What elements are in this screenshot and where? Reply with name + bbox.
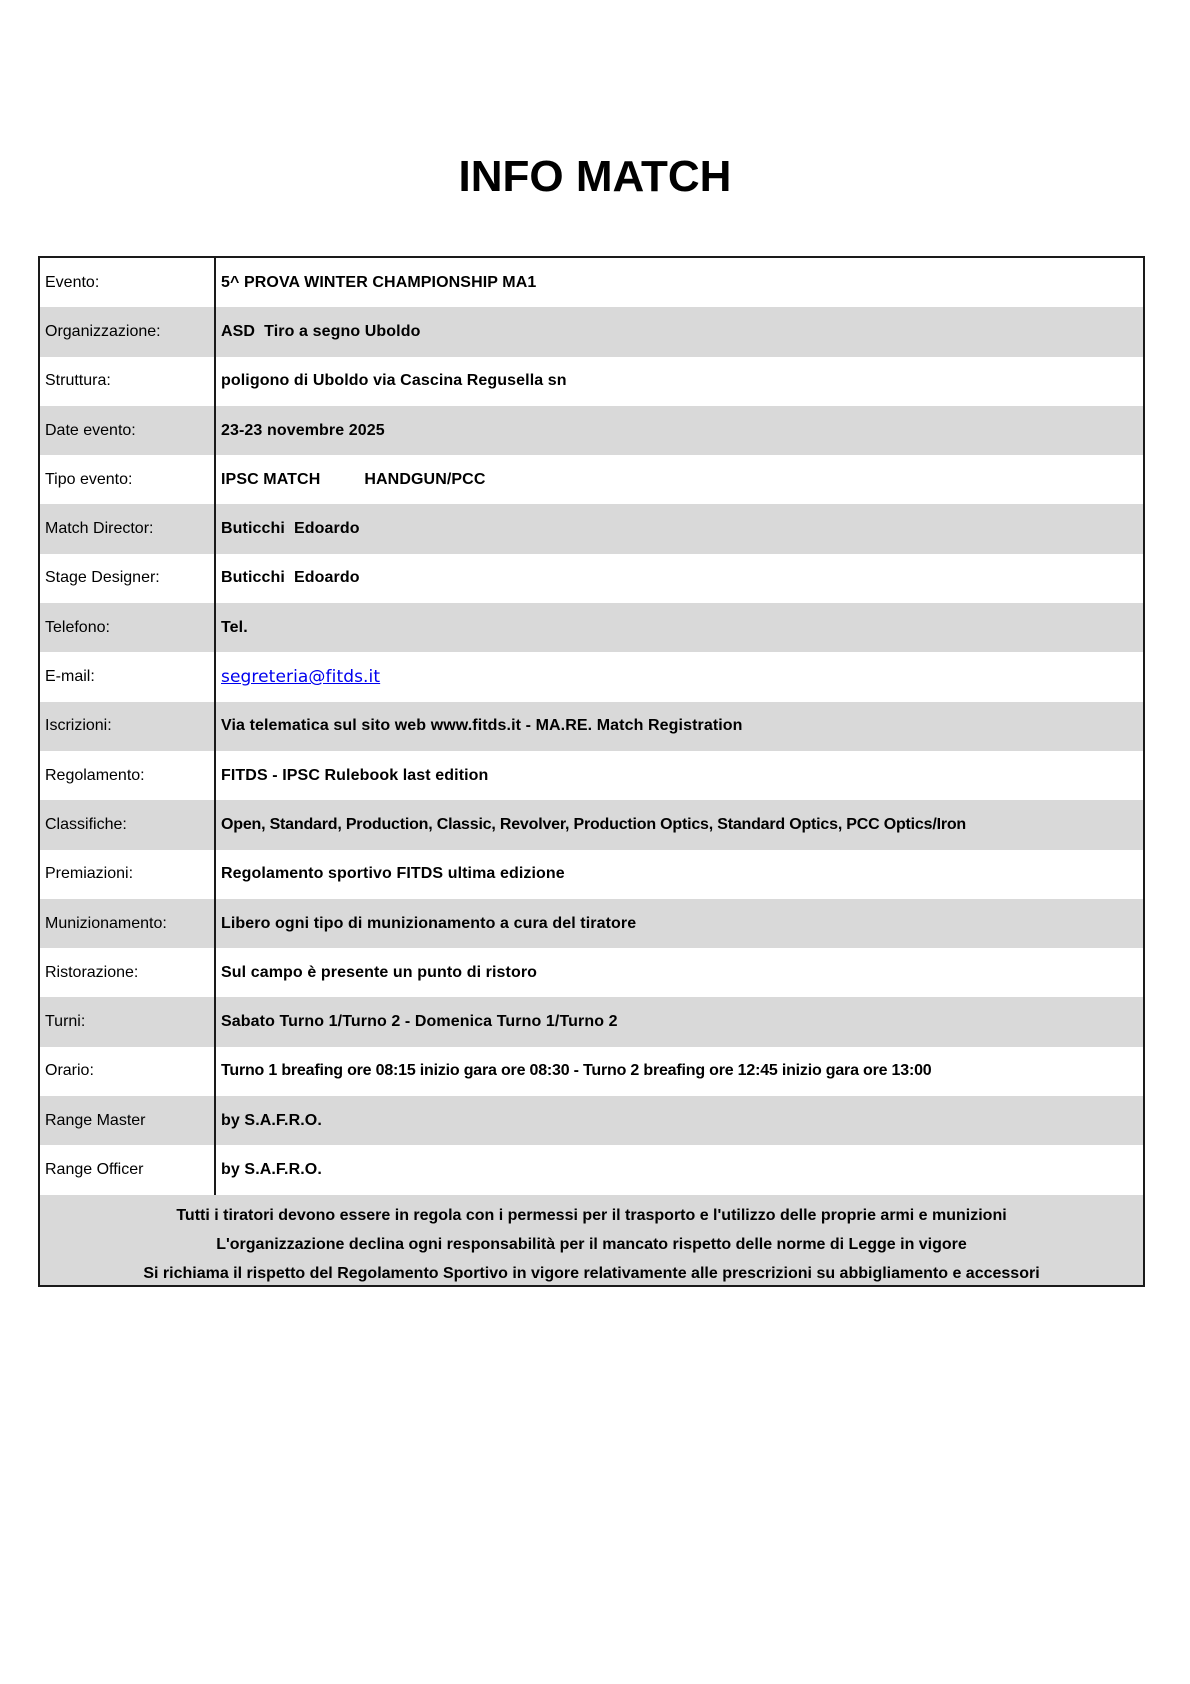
row-iscrizioni — [40, 702, 1143, 751]
row-label: E-mail: — [40, 652, 216, 701]
row-evento — [40, 258, 1143, 307]
row-value: Buticchi Edoardo — [221, 569, 360, 587]
note-line: Tutti i tiratori devono essere in regola con i permessi per il trasporto e l'utilizzo delle proprie armi e munizioni — [176, 1206, 1007, 1224]
email-link[interactable]: segreteria@fitds.it — [221, 667, 381, 688]
row-label: Iscrizioni: — [40, 702, 216, 751]
row-label: Premiazioni: — [40, 850, 216, 899]
row-ristorazione — [40, 948, 1143, 997]
row-turni — [40, 997, 1143, 1046]
row-struttura — [40, 357, 1143, 406]
row-range-master — [40, 1096, 1143, 1145]
row-email — [40, 652, 1143, 701]
row-label: Classifiche: — [40, 800, 216, 849]
row-classifiche — [40, 800, 1143, 849]
row-label: Evento: — [40, 258, 216, 307]
event-discipline: HANDGUN/PCC — [364, 470, 486, 488]
row-tipo-evento — [40, 455, 1143, 504]
row-label: Tipo evento: — [40, 455, 216, 504]
row-value: by S.A.F.R.O. — [221, 1111, 322, 1129]
row-value: 23-23 novembre 2025 — [221, 421, 385, 439]
row-label: Stage Designer: — [40, 554, 216, 603]
row-value: FITDS - IPSC Rulebook last edition — [221, 766, 489, 784]
row-value: Sul campo è presente un punto di ristoro — [221, 963, 538, 981]
row-value: poligono di Uboldo via Cascina Regusella sn — [221, 372, 567, 390]
row-label: Organizzazione: — [40, 307, 216, 356]
row-value: Regolamento sportivo FITDS ultima edizione — [221, 865, 565, 883]
row-value: ASD Tiro a segno Uboldo — [221, 322, 421, 340]
row-date-evento — [40, 406, 1143, 455]
row-value: Turno 1 breafing ore 08:15 inizio gara ore 08:30 - Turno 2 breafing ore 12:45 inizio gara ore 13:00 — [221, 1062, 932, 1080]
row-label: Struttura: — [40, 357, 216, 406]
row-label: Telefono: — [40, 603, 216, 652]
row-telefono — [40, 603, 1143, 652]
row-label: Orario: — [40, 1047, 216, 1096]
row-value: Sabato Turno 1/Turno 2 - Domenica Turno 1/Turno 2 — [221, 1013, 618, 1031]
row-value: Libero ogni tipo di munizionamento a cura del tiratore — [221, 914, 637, 932]
note-line: Si richiama il rispetto del Regolamento Sportivo in vigore relativamente alle prescrizioni su abbigliamento e accessori — [143, 1264, 1040, 1282]
row-organizzazione — [40, 307, 1143, 356]
row-value: Tel. — [221, 618, 248, 636]
row-value: Buticchi Edoardo — [221, 520, 360, 538]
row-stage-designer — [40, 554, 1143, 603]
row-value: Via telematica sul sito web www.fitds.it - MA.RE. Match Registration — [221, 717, 743, 735]
row-label: Regolamento: — [40, 751, 216, 800]
row-match-director — [40, 504, 1143, 553]
notes-band — [40, 1195, 1143, 1285]
row-label: Range Master — [40, 1096, 216, 1145]
row-value: 5^ PROVA WINTER CHAMPIONSHIP MA1 — [221, 273, 537, 291]
row-munizionamento — [40, 899, 1143, 948]
page-title: INFO MATCH — [458, 152, 732, 201]
row-value — [216, 471, 1143, 489]
row-label: Match Director: — [40, 504, 216, 553]
row-label: Munizionamento: — [40, 899, 216, 948]
event-type: IPSC MATCH — [221, 470, 321, 488]
row-label: Date evento: — [40, 406, 216, 455]
note-line: L'organizzazione declina ogni responsabilità per il mancato rispetto delle norme di Legge in vigore — [216, 1235, 967, 1253]
row-orario — [40, 1047, 1143, 1096]
row-range-officer — [40, 1145, 1143, 1194]
row-label: Turni: — [40, 997, 216, 1046]
row-value: by S.A.F.R.O. — [221, 1160, 322, 1178]
row-label: Range Officer — [40, 1145, 216, 1194]
row-value — [216, 667, 1143, 687]
info-table — [38, 256, 1145, 1287]
row-premiazioni — [40, 850, 1143, 899]
row-label: Ristorazione: — [40, 948, 216, 997]
row-value: Open, Standard, Production, Classic, Revolver, Production Optics, Standard Optics, PCC Optics/Iron — [221, 815, 966, 833]
row-regolamento — [40, 751, 1143, 800]
